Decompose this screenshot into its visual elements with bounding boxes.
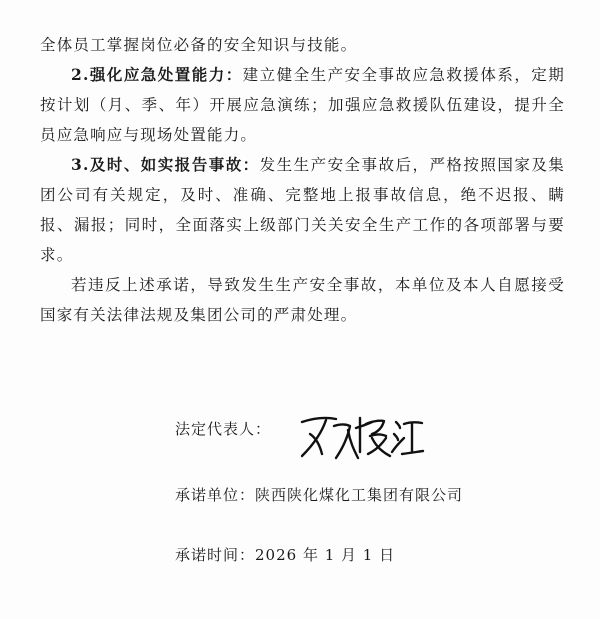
paragraph-3-lead: 3.及时、如实报告事故： (71, 155, 260, 174)
commitment-unit-label: 承诺单位： (175, 486, 256, 504)
paragraph-3-text: 发生生产安全事故后，严格按照国家及集团公司有关规定，及时、准确、完整地上报事故信息，绝不迟报、瞒报、漏报；同时，全面落实上级部门关关安全生产工作的各项部署与要求。 (40, 156, 565, 264)
paragraph-1 (40, 30, 565, 60)
paragraph-4-text: 若违反上述承诺，导致发生生产安全事故，本单位及本人自愿接受国家有关法律法规及集团公司的严肃处理。 (40, 276, 565, 324)
commitment-date-label: 承诺时间： (175, 546, 256, 564)
paragraph-3 (40, 150, 565, 270)
paragraph-4 (40, 270, 565, 330)
paragraph-2-lead: 2.强化应急处置能力： (71, 65, 243, 84)
commitment-unit-row (175, 484, 463, 505)
paragraph-1-text: 全体员工掌握岗位必备的安全知识与技能。 (40, 36, 358, 54)
legal-representative-row (175, 418, 271, 439)
legal-representative-label: 法定代表人： (175, 420, 272, 438)
commitment-date-row (175, 544, 395, 565)
handwritten-signature (296, 408, 426, 464)
commitment-body (40, 30, 565, 330)
paragraph-2-text: 建立健全生产安全事故应急救援体系，定期按计划（月、季、年）开展应急演练；加强应急救援队伍建设，提升全员应急响应与现场处置能力。 (40, 66, 565, 144)
commitment-unit-value: 陕西陕化煤化工集团有限公司 (255, 486, 464, 504)
paragraph-2 (40, 60, 565, 150)
commitment-date-value: 2026 年 1 月 1 日 (255, 546, 396, 564)
